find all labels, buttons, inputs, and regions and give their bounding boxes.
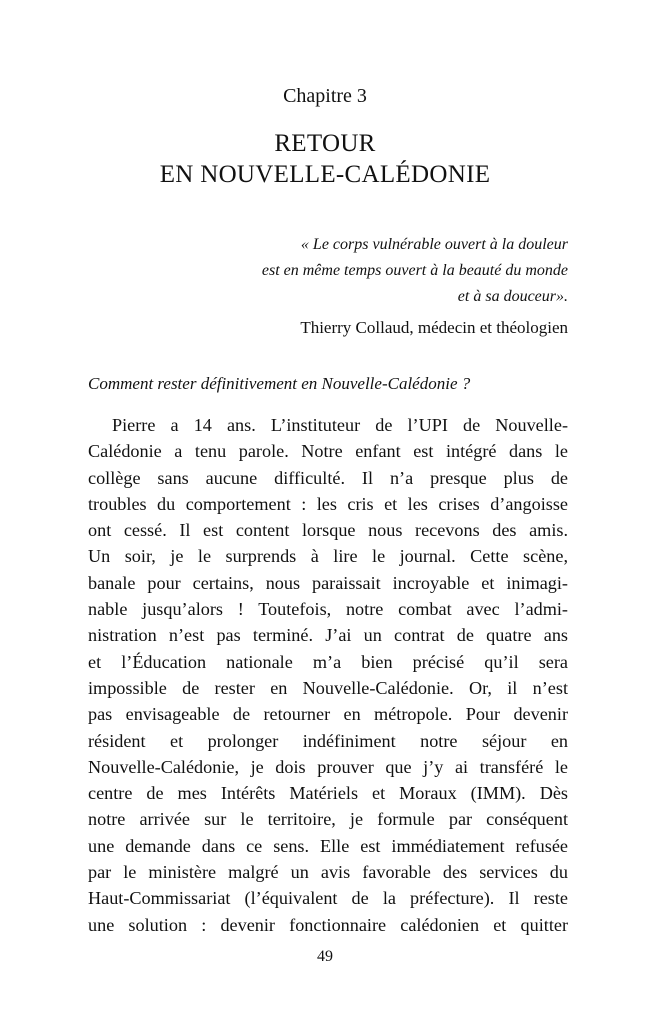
body-line: centre de mes Intérêts Matériels et Moraux (IMM). Dès — [88, 783, 568, 804]
body-line: ont cessé. Il est content lorsque nous recevons des amis. — [88, 520, 568, 541]
body-line: Un soir, je le surprends à lire le journal. Cette scène, — [88, 546, 568, 567]
epigraph-line-1: « Le corps vulnérable ouvert à la douleur — [300, 236, 568, 253]
body-line: pas envisageable de retourner en métropole. Pour devenir — [88, 704, 568, 725]
chapter-label: Chapitre 3 — [283, 85, 367, 107]
chapter-title-line-1: RETOUR — [274, 130, 376, 157]
body-line: par le ministère malgré un avis favorable des services du — [88, 862, 568, 883]
body-line: collège sans aucune difficulté. Il n’a presque plus de — [88, 467, 568, 488]
page-number: 49 — [317, 948, 333, 965]
epigraph-author: Thierry Collaud, médecin et théologien — [300, 318, 568, 337]
body-line: notre arrivée sur le territoire, je formule par conséquent — [88, 809, 568, 830]
body-line: une demande dans ce sens. Elle est immédiatement refusée — [88, 835, 568, 856]
body-line: nistration n’est pas terminé. J’ai un contrat de quatre ans — [88, 625, 568, 646]
body-line: Haut-Commissariat (l’équivalent de la préfecture). Il reste — [88, 888, 568, 909]
epigraph — [208, 232, 568, 338]
body-line: une solution : devenir fonctionnaire calédonien et quitter — [88, 914, 568, 935]
body-line: Calédonie a tenu parole. Notre enfant est intégré dans le — [88, 441, 568, 462]
epigraph-quote — [208, 232, 568, 310]
body-line: résident et prolonger indéfiniment notre séjour en — [88, 730, 568, 751]
body-line: troubles du comportement : les cris et les crises d’angoisse — [88, 493, 568, 514]
body-line: nable jusqu’alors ! Toutefois, notre combat avec l’admi- — [88, 599, 568, 620]
body-line: impossible de rester en Nouvelle-Calédonie. Or, il n’est — [88, 677, 568, 698]
chapter-title-line-2: EN NOUVELLE-CALÉDONIE — [159, 161, 491, 188]
body-line: Nouvelle-Calédonie, je dois prouver que j’y ai transféré le — [88, 756, 568, 777]
chapter-title — [0, 128, 650, 190]
section-question: Comment rester définitivement en Nouvelle-Calédonie ? — [88, 374, 471, 393]
body-line: et l’Éducation nationale m’a bien précisé qu’il sera — [88, 651, 568, 672]
body-line: banale pour certains, nous paraissait incroyable et inimagi- — [88, 572, 568, 593]
epigraph-line-2: est en même temps ouvert à la beauté du monde — [261, 262, 568, 279]
epigraph-line-3: et à sa douceur». — [457, 288, 568, 305]
body-line: Pierre a 14 ans. L’instituteur de l’UPI de Nouvelle- — [112, 415, 568, 435]
body-paragraph — [88, 412, 568, 938]
